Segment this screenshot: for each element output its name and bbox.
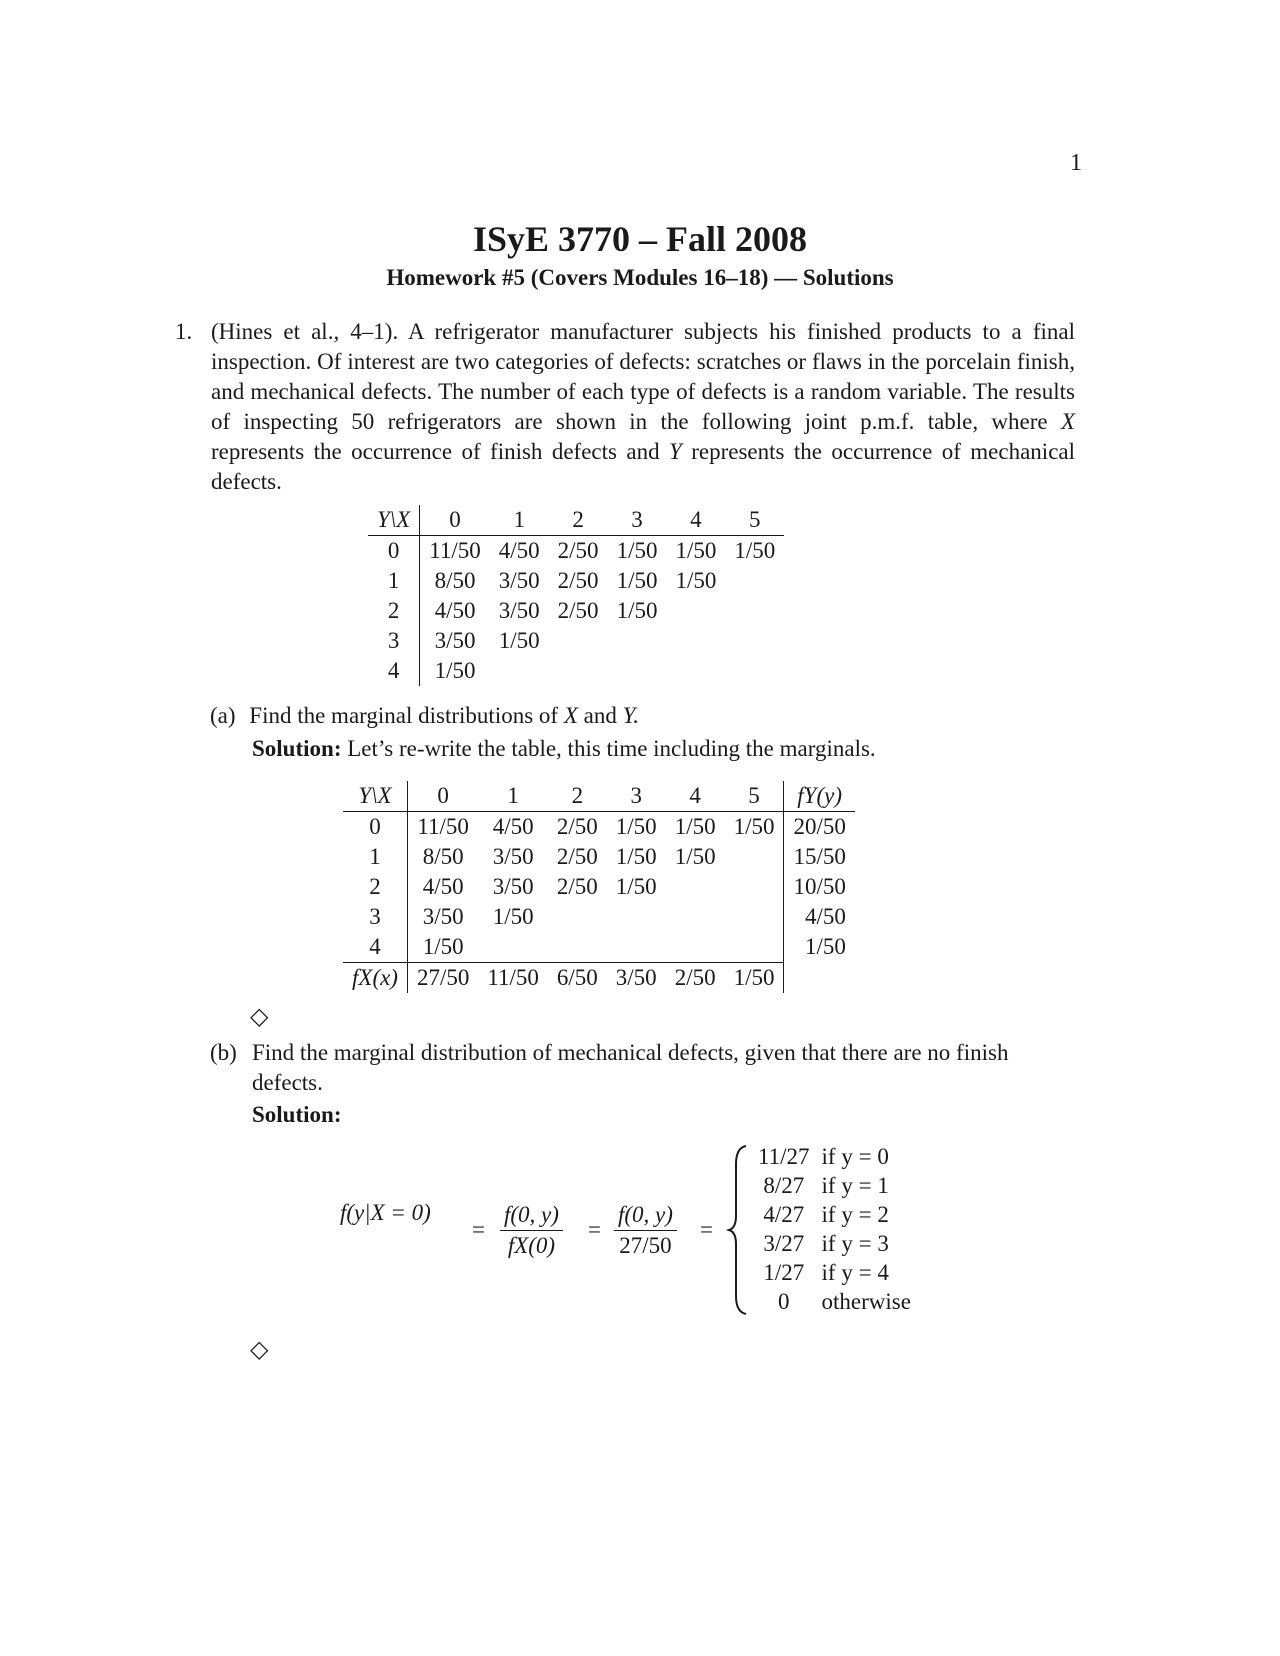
column-header: 4 [666, 505, 725, 536]
table-row [368, 536, 784, 567]
qed-diamond-icon: ◇ [250, 1335, 269, 1363]
table-cell: 1/50 [675, 538, 717, 563]
table-cell: 1/50 [674, 814, 716, 839]
table-cell: 1/50 [734, 538, 776, 563]
table-cell: 2/50 [556, 844, 598, 869]
case-value: 4/27 [763, 1202, 805, 1227]
column-header: 2 [549, 505, 608, 536]
column-header: 5 [725, 505, 784, 536]
case-value: 8/27 [763, 1173, 805, 1198]
table-cell [549, 626, 608, 656]
marginal-x-cell: 11/50 [478, 963, 548, 994]
problem-number: 1. [175, 319, 193, 344]
table-row [343, 902, 855, 932]
part-b-question: (b) Find the marginal distribution of mechanical defects, given that there are no finish defects. [210, 1040, 1009, 1095]
table-row [343, 932, 855, 963]
joint-pmf-table [368, 505, 784, 686]
table-cell [490, 656, 549, 686]
cases-brace [726, 1144, 752, 1316]
table-cell: 3/50 [498, 568, 540, 593]
table-cell [666, 872, 725, 902]
equals-sign: = [588, 1217, 601, 1242]
table-cell: 3/50 [492, 874, 534, 899]
case-condition: if y = 3 [821, 1231, 889, 1256]
empty-cell [784, 963, 855, 994]
marginal-y-cell: 10/50 [784, 872, 855, 902]
table-cell: 3/50 [492, 844, 534, 869]
marginal-x-row [343, 963, 855, 994]
column-header: 4 [666, 781, 725, 812]
table-cell: 2/50 [557, 598, 599, 623]
table-cell: 2/50 [556, 814, 598, 839]
case-condition: otherwise [821, 1289, 911, 1314]
table-cell [666, 626, 725, 656]
table-cell [666, 932, 725, 963]
table-cell: 3/50 [422, 904, 464, 929]
part-b-solution-label: Solution: [252, 1102, 342, 1127]
row-header: 4 [368, 656, 420, 686]
table-cell: 1/50 [492, 904, 534, 929]
case-condition: if y = 1 [821, 1173, 889, 1198]
table-row [343, 842, 855, 872]
qed-diamond-icon: ◇ [250, 1002, 269, 1030]
table-cell: 4/50 [498, 538, 540, 563]
table-cell: 3/50 [498, 598, 540, 623]
table-cell: 1/50 [498, 628, 540, 653]
column-header: 0 [420, 505, 490, 536]
table-row [368, 566, 784, 596]
row-header: 0 [343, 812, 407, 843]
conditional-equation [340, 1200, 431, 1226]
table-corner: Y\X [343, 781, 407, 812]
table-cell: 1/50 [616, 598, 658, 623]
marginal-y-cell: 20/50 [784, 812, 855, 843]
case-value: 3/27 [763, 1231, 805, 1256]
table-cell: 1/50 [422, 934, 464, 959]
fraction-1: $\frac{f(0, y)}{fX(0)}$ [500, 1200, 563, 1261]
table-cell [607, 932, 666, 963]
table-cell: 4/50 [492, 814, 534, 839]
row-header: 3 [343, 902, 407, 932]
row-header: 3 [368, 626, 420, 656]
problem-statement: (Hines et al., 4–1). A refrigerator manufacturer subjects his finished products to a final inspection. Of interest are two categories of defects: scratches or flaws in the porcelain finish, and mechanical defects. The number of each type of defects is a random variable. The results of inspecting 50 refrigerators are shown in the following joint p.m.f. table, where X represents the occurrence of finish defects and Y represents the occurrence of mechanical defects. [211, 319, 1075, 494]
case-row [752, 1229, 917, 1258]
table-cell [725, 932, 784, 963]
table-cell: 11/50 [429, 538, 481, 563]
table-cell [725, 842, 784, 872]
marginal-x-cell: 2/50 [666, 963, 725, 994]
table-row [343, 872, 855, 902]
case-value: 1/27 [763, 1260, 805, 1285]
table-cell: 1/50 [615, 814, 657, 839]
case-condition: if y = 0 [821, 1144, 889, 1169]
column-header: 3 [607, 781, 666, 812]
table-row [343, 812, 855, 843]
table-cell [608, 626, 667, 656]
table-row [368, 596, 784, 626]
marginal-y-cell: 1/50 [784, 932, 855, 963]
marginal-x-cell: 3/50 [607, 963, 666, 994]
case-row [752, 1287, 917, 1316]
table-cell: 4/50 [434, 598, 476, 623]
row-header: 4 [343, 932, 407, 963]
row-header: 2 [368, 596, 420, 626]
row-header: 1 [343, 842, 407, 872]
table-cell [725, 872, 784, 902]
table-cell: 2/50 [557, 568, 599, 593]
equation-lhs: f(y|X = 0) [340, 1200, 431, 1225]
cases-block [752, 1142, 917, 1316]
table-cell [666, 596, 725, 626]
table-cell [725, 656, 784, 686]
table-cell: 8/50 [422, 844, 464, 869]
marginal-x-cell: 6/50 [548, 963, 607, 994]
case-row [752, 1171, 917, 1200]
table-cell: 1/50 [615, 874, 657, 899]
column-header: 0 [407, 781, 478, 812]
row-header: 2 [343, 872, 407, 902]
document-subtitle: Homework #5 (Covers Modules 16–18) — Solutions [386, 265, 894, 290]
case-value: 11/27 [758, 1144, 810, 1169]
case-row [752, 1200, 917, 1229]
row-header: 1 [368, 566, 420, 596]
table-row [368, 626, 784, 656]
table-cell [666, 902, 725, 932]
part-a-solution: Solution: Let’s re-write the table, this time including the marginals. [252, 736, 876, 761]
marginal-x-cell: 1/50 [725, 963, 784, 994]
case-condition: if y = 4 [821, 1260, 889, 1285]
solution-label: Solution: [252, 736, 342, 761]
table-cell [725, 626, 784, 656]
column-header: 1 [490, 505, 549, 536]
table-cell [725, 596, 784, 626]
page-number: 1 [1070, 150, 1082, 176]
table-cell [548, 902, 607, 932]
table-cell [725, 902, 784, 932]
table-cell: 1/50 [674, 844, 716, 869]
fraction-2: $\frac{f(0, y)}{27/50}$ [614, 1200, 677, 1261]
marginal-y-header: fY(y) [784, 781, 855, 812]
marginal-x-cell: 27/50 [407, 963, 478, 994]
table-cell: 4/50 [422, 874, 464, 899]
case-row [752, 1142, 917, 1171]
table-cell [549, 656, 608, 686]
table-cell: 3/50 [434, 628, 476, 653]
column-header: 1 [478, 781, 548, 812]
table-cell: 2/50 [557, 538, 599, 563]
marginal-y-cell: 4/50 [784, 902, 855, 932]
equals-sign: = [472, 1217, 485, 1242]
table-cell [725, 566, 784, 596]
marginal-y-cell: 15/50 [784, 842, 855, 872]
table-cell [666, 656, 725, 686]
part-a-question: (a) Find the marginal distributions of X and Y. [210, 703, 640, 728]
row-header: 0 [368, 536, 420, 567]
table-corner: Y\X [368, 505, 420, 536]
document-title: ISyE 3770 – Fall 2008 [472, 219, 808, 259]
table-cell: 1/50 [616, 568, 658, 593]
column-header: 3 [608, 505, 667, 536]
table-cell [608, 656, 667, 686]
table-cell: 1/50 [434, 658, 476, 683]
table-cell: 1/50 [616, 538, 658, 563]
column-header: 5 [725, 781, 784, 812]
equals-sign: = [700, 1217, 713, 1242]
table-cell: 8/50 [434, 568, 476, 593]
table-cell: 1/50 [675, 568, 717, 593]
marginal-x-label: fX(x) [343, 963, 407, 994]
column-header: 2 [548, 781, 607, 812]
table-cell [607, 902, 666, 932]
marginal-table [343, 781, 855, 993]
table-cell: 11/50 [417, 814, 469, 839]
table-cell [478, 932, 548, 963]
case-value: 0 [778, 1289, 790, 1314]
table-cell: 2/50 [556, 874, 598, 899]
table-row [368, 656, 784, 686]
table-cell: 1/50 [733, 814, 775, 839]
case-row [752, 1258, 917, 1287]
table-cell: 1/50 [615, 844, 657, 869]
case-condition: if y = 2 [821, 1202, 889, 1227]
table-cell [548, 932, 607, 963]
problem-1 [175, 317, 1075, 497]
